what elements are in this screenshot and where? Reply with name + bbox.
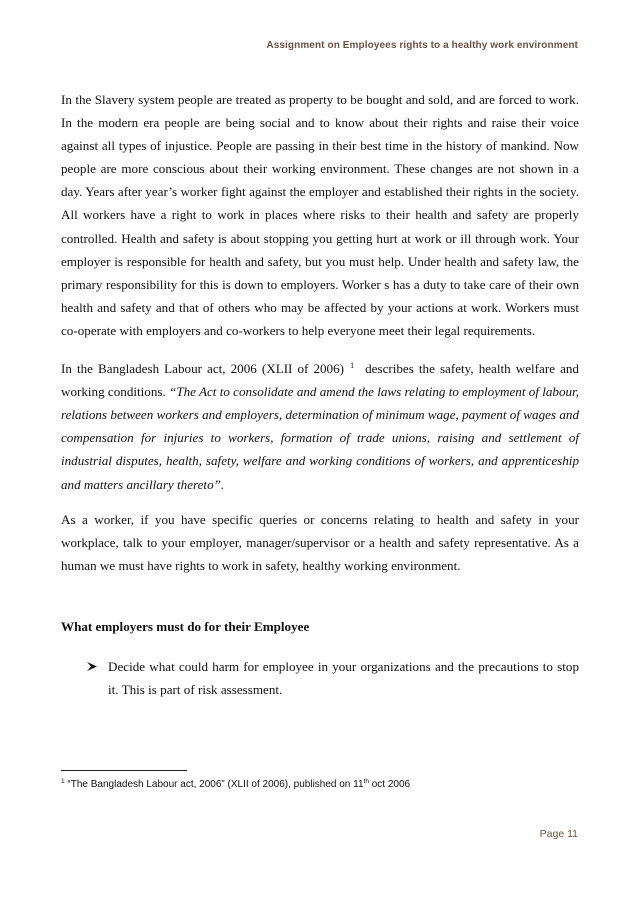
arrow-bullet-icon: [85, 655, 99, 678]
footnote-text-end: oct 2006: [368, 779, 411, 790]
page-header-title: Assignment on Employees rights to a healthy work environment: [266, 40, 578, 51]
paragraph-intro: In the Slavery system people are treated as property to be bought and sold, and are forced to work. In the modern era people are being social and to know about their rights and raise their voice against all types of injustice. People are passing in their best time in the history of mankind. Now people are more conscious about their working environment. These changes are not shown in a day. Years after year’s worker fight against the employer and established their rights in the society. All workers have a right to work in places where risks to their health and safety are properly controlled. Health and safety is about stopping you getting hurt at work or ill through work. Your employer is responsible for health and safety, but you must help. Under health and safety law, the primary responsibility for this is down to employers. Worker s has a duty to take care of their own health and safety and that of others who may be affected by your actions at work. Workers must co-operate with employers and co-workers to help everyone meet their legal requirements.: [61, 92, 579, 338]
paragraph-labour-act: [61, 354, 579, 496]
footnote-reference[interactable]: 1: [350, 361, 355, 371]
labour-act-quote: “The Act to consolidate and amend the laws relating to employment of labour, relations between workers and employers, determination of minimum wage, payment of wages and compensation for injuries to workers, formation of trade unions, raising and settlement of industrial disputes, health, safety, welfare and working conditions of workers, and apprenticeship and matters ancillary thereto”.: [61, 384, 579, 492]
labour-act-description: describes the safety, health welfare and working conditions.: [61, 361, 579, 400]
list-item: [85, 655, 579, 701]
footnote-marker: 1: [61, 778, 65, 785]
labour-act-intro: In the Bangladesh Labour act, 2006 (XLII of 2006): [61, 361, 344, 377]
footnote-ordinal: th: [363, 778, 369, 785]
paragraph-worker-queries: As a worker, if you have specific queries or concerns relating to health and safety in your workplace, talk to your employer, manager/supervisor or a health and safety representative. As a human we must have rights to work in safety, healthy working environment.: [61, 511, 579, 573]
list-item-text: Decide what could harm for employee in your organizations and the precautions to stop it. This is part of risk assessment.: [108, 659, 579, 698]
footnote-text: “The Bangladesh Labour act, 2006” (XLII of 2006), published on 11: [64, 779, 364, 790]
page-number: Page 11: [539, 828, 578, 840]
footnote-separator: [61, 770, 187, 771]
body-text: [61, 88, 579, 577]
section-heading: What employers must do for their Employee: [61, 619, 310, 634]
footnote: [61, 778, 410, 790]
